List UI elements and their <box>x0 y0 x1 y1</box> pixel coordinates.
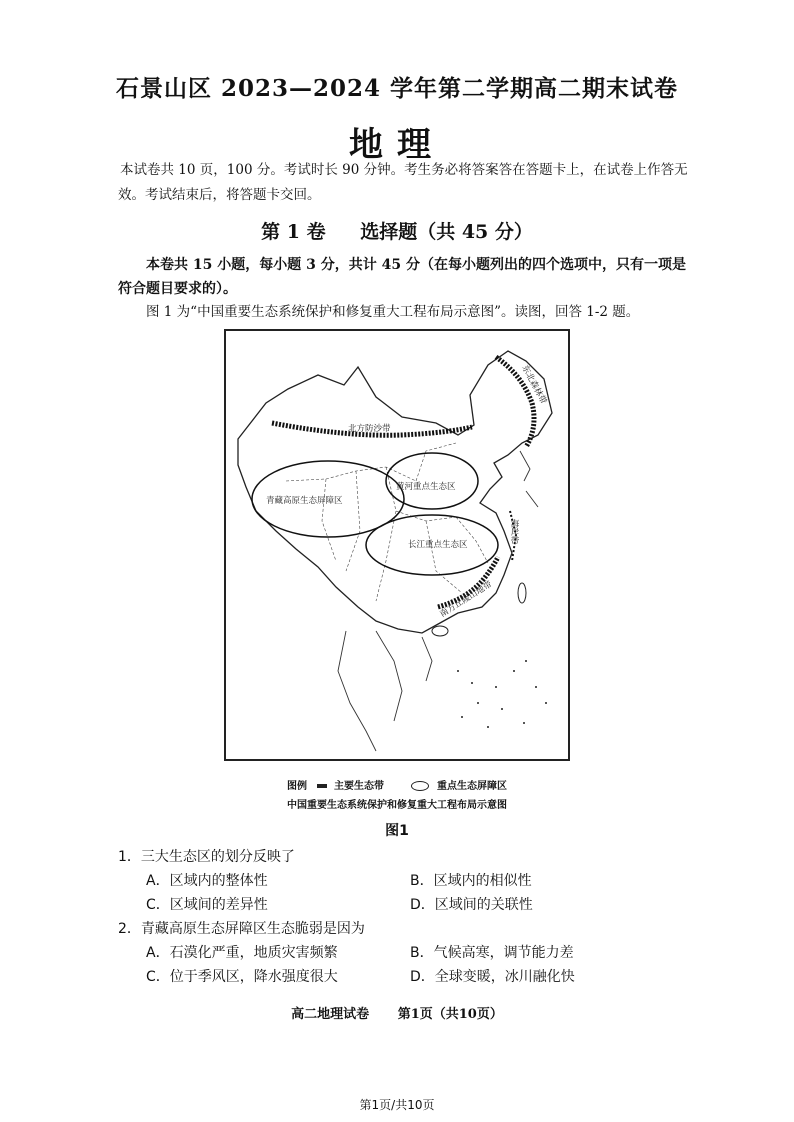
question-1-stem: 1．三大生态区的划分反映了 <box>118 849 295 865</box>
question-2-option-b: B．气候高寒，调节能力差 <box>410 945 574 961</box>
china-outline <box>238 351 552 633</box>
question-2-option-c: C．位于季风区，降水强度很大 <box>146 969 338 985</box>
figure-number: 图1 <box>385 823 409 839</box>
neighbor-outlines <box>338 451 538 751</box>
footer-page-info: 第1页（共10页） <box>397 1007 503 1022</box>
exam-instructions: 本试卷共 10 页，100 分。考试时长 90 分钟。考生务必将答案答在答题卡上，在试卷上作答无效。考试结束后，将答题卡交回。 <box>118 162 688 203</box>
label-coastal: 海岸带 <box>509 519 519 545</box>
label-northeast-forest: 东北森林带 <box>519 363 549 406</box>
question-1-option-c: C．区域间的差异性 <box>146 897 268 913</box>
area-symbol-icon <box>411 781 429 791</box>
map-legend <box>0 777 794 792</box>
taiwan-island <box>518 583 526 603</box>
label-south-hills: 南方丘陵山地带 <box>438 579 495 620</box>
section-heading <box>0 217 794 244</box>
question-2-option-d: D．全球变暖，冰川融化快 <box>410 969 575 985</box>
legend-area-label: 重点生态屏障区 <box>436 781 507 792</box>
sea-islands <box>457 660 547 728</box>
section-description: 本卷共 15 小题，每小题 3 分，共计 45 分（在每小题列出的四个选项中，只有一项是符合题目要求的）。 <box>118 257 686 297</box>
china-ecology-map <box>224 329 570 761</box>
question-1-option-a: A．区域内的整体性 <box>146 873 268 889</box>
map-caption: 中国重要生态系统保护和修复重大工程布局示意图 <box>287 800 507 811</box>
label-yangtze-river: 长江重点生态区 <box>408 540 468 550</box>
volume-label: 第 1 卷 <box>261 221 326 243</box>
page-footer <box>0 1003 794 1022</box>
map-drawing <box>226 331 568 759</box>
footer-paper-name: 高二地理试卷 <box>291 1007 370 1022</box>
legend-prefix: 图例 <box>287 781 308 792</box>
hainan-island <box>432 626 448 636</box>
question-1-option-d: D．区域间的关联性 <box>410 897 533 913</box>
label-qinghai-tibet: 青藏高原生态屏障区 <box>266 496 343 506</box>
subject-title: 地理 <box>349 125 445 165</box>
question-2-stem: 2．青藏高原生态屏障区生态脆弱是因为 <box>118 921 365 937</box>
legend-belt-label: 主要生态带 <box>334 781 384 792</box>
province-lines <box>286 443 488 601</box>
belt-symbol-icon <box>317 784 327 788</box>
question-2-option-a: A．石漠化严重，地质灾害频繁 <box>146 945 338 961</box>
viewer-page-number: 第1页/共10页 <box>359 1098 435 1112</box>
figure-intro: 图 1 为“中国重要生态系统保护和修复重大工程布局示意图”。读图，回答 1-2 题。 <box>146 304 640 320</box>
question-1-option-b: B．区域内的相似性 <box>410 873 532 889</box>
label-north-sand: 北方防沙带 <box>348 424 391 434</box>
section-name: 选择题（共 45 分） <box>360 221 533 243</box>
yellow-river-area <box>386 453 478 509</box>
label-yellow-river: 黄河重点生态区 <box>396 482 456 492</box>
exam-title: 石景山区 2023—2024 学年第二学期高二期末试卷 <box>115 75 679 102</box>
